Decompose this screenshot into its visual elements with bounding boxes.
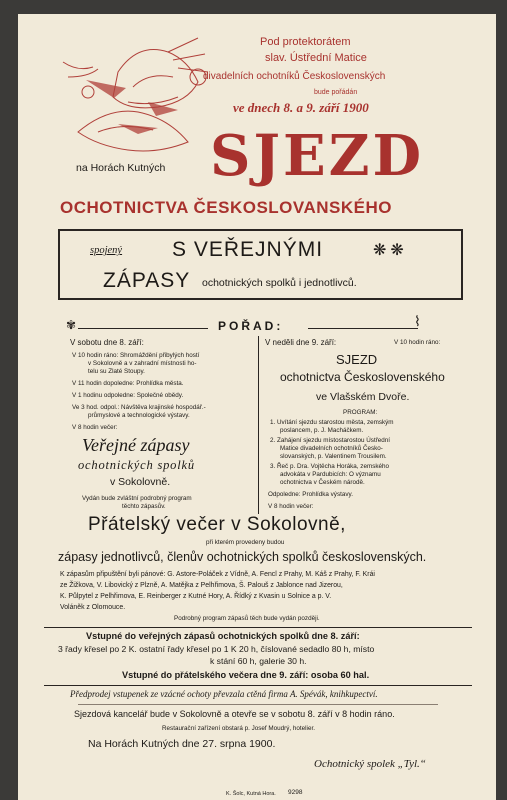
ornament-icon: ❋ ❋	[373, 242, 404, 259]
scroll-ornament-icon: ⌇	[414, 315, 421, 330]
left-note-1: Vydán bude zvláštní podrobný program	[82, 495, 192, 502]
place-label: na Horách Kutných	[76, 162, 166, 174]
band-main-2: ZÁPASY	[103, 269, 191, 292]
clubs-line-1: K zápasům připuštění byli pánové: G. Astore-Poláček z Vídně, A. Fencl z Prahy, M. Káš z Prahy, F. Krái	[60, 571, 375, 578]
spojeny-label: spojený	[90, 245, 123, 256]
organisation-line: divadelních ochotníků Československých	[203, 71, 386, 82]
sunday-place: ve Vlašském Dvoře.	[316, 391, 410, 403]
poster	[18, 14, 496, 800]
right-item-5: slovanských, p. Valentinem Trousilem.	[280, 453, 387, 460]
bude-poradan: bude pořádán	[314, 89, 358, 96]
left-item-4: V 11 hodin dopoledne: Prohlídka města.	[72, 380, 184, 387]
main-subtitle: OCHOTNICTVA ČESKOSLOVANSKÉHO	[60, 198, 392, 217]
left-item-7: průmyslové a technologické výstavy.	[88, 412, 190, 419]
program-label: PROGRAM:	[343, 409, 378, 416]
left-note-2: těchto zápasův.	[122, 503, 166, 510]
clubs-line-4: Voláněk z Olomouce.	[60, 604, 126, 611]
evening-time-line: V 8 hodin večer:	[268, 503, 314, 510]
sunday-time: V 10 hodin ráno:	[394, 339, 441, 346]
admission-heading-2: Vstupné do přátelského večera dne 9. září: osoba 60 hal.	[122, 670, 370, 680]
footer-date: Na Horách Kutných dne 27. srpna 1900.	[88, 738, 276, 750]
program-note: Podrobný program zápasů těch bude vydán později.	[174, 615, 320, 622]
left-item-3: telu su Zlaté Stoupy.	[88, 368, 145, 375]
presale-rule	[78, 704, 438, 705]
evening-line: zápasy jednotlivců, členův ochotnických spolků československých.	[58, 550, 427, 564]
left-item-5: V 1 hodinu odpoledne: Společné obědy.	[72, 392, 184, 399]
swallows-illustration	[58, 32, 228, 162]
column-divider	[258, 336, 259, 514]
admission-line-2: k stání 60 h, galerie 30 h.	[210, 656, 307, 666]
admission-heading-1: Vstupné do veřejných zápasů ochotnických spolků dne 8. září:	[86, 631, 360, 641]
left-item-8: V 8 hodin večer:	[72, 424, 118, 431]
left-item-1: V 10 hodin ráno: Shromáždění přibylých hostí	[72, 352, 200, 359]
office-line: Sjezdová kancelář bude v Sokolovně a otevře se v sobotu 8. září v 8 hodin ráno.	[74, 709, 395, 719]
event-dates: ve dnech 8. a 9. září 1900	[233, 100, 369, 115]
left-item-6: Ve 3 hod. odpol.: Návštěva krajinské hospodář.-	[72, 404, 206, 411]
band-main-1: S VEŘEJNÝMI	[172, 238, 324, 261]
evening-sub: při kterém provedeny budou	[206, 539, 285, 546]
right-item-6: 3. Řeč p. Dra. Vojtěcha Horáka, zemského	[270, 463, 389, 470]
sunday-sjezd: SJEZD	[336, 352, 378, 367]
heading-right-rule	[308, 328, 418, 329]
program-heading: POŘAD:	[218, 319, 284, 333]
main-title: SJEZD	[210, 123, 425, 189]
right-item-2: poslancem, p. J. Macháčkem.	[280, 427, 364, 434]
saturday-heading: V sobotu dne 8. září:	[70, 338, 144, 347]
sunday-heading: V neděli dne 9. září:	[265, 338, 337, 347]
footer-signature: Ochotnický spolek „Tyl.“	[314, 758, 426, 770]
protectorate-line: Pod protektorátem	[260, 36, 351, 48]
band-left-rule	[58, 229, 60, 299]
restaurant-line: Restaurační zařízení obstará p. Josef Moudrý, hotelier.	[162, 725, 315, 732]
public-matches-place: v Sokolovně.	[110, 476, 171, 488]
matice-line: slav. Ústřední Matice	[265, 52, 367, 64]
admission-line-1: 3 řady křesel po 2 K. ostatní řady křesel po 1 K 20 h, číslované sedadlo 80 h, místo	[58, 644, 375, 654]
right-item-4: Matice divadelních ochotníků Česko-	[280, 445, 383, 452]
clubs-line-2: ze Žižkova, V. Libovický z Plzně, A. Matějka z Pelhřimova, Š. Palouš z Jablonce nad Jizerou,	[60, 582, 343, 589]
right-item-8: ochotnictva v Českém národě.	[280, 479, 365, 486]
public-matches-sub: ochotnických spolků	[78, 458, 195, 472]
band-top-rule	[58, 229, 463, 231]
printer-line: K. Šolc, Kutná Hora.	[226, 791, 276, 797]
afternoon-line: Odpoledne: Prohlídka výstavy.	[268, 491, 353, 498]
band-right-rule	[461, 229, 463, 299]
right-item-1: 1. Uvítání sjezdu starostou města, zemským	[270, 419, 394, 426]
heading-left-rule	[78, 328, 208, 329]
right-item-3: 2. Zahájení sjezdu místostarostou Ústřední	[270, 437, 391, 444]
band-bottom-rule	[58, 298, 463, 300]
clubs-line-3: K. Půlpytel z Pelhřimova, E. Reinberger z Kutné Hory, A. Řídký z Kvasin u Solnice a p. V.	[60, 593, 332, 600]
evening-title: Přátelský večer v Sokolovně,	[88, 514, 346, 535]
presale-line: Předprodej vstupenek ze vzácné ochoty převzala ctěná firma A. Spévák, knihkupectví.	[70, 689, 378, 699]
admission-top-rule	[44, 627, 472, 628]
right-item-7: advokáta v Pardubicích: O významu	[280, 471, 381, 478]
left-item-2: v Sokolovně a v zahradní místnosti ho-	[88, 360, 197, 367]
print-number: 9298	[288, 789, 303, 796]
fleuron-icon: ✾	[66, 318, 77, 332]
sunday-org: ochotnictva Československého	[280, 370, 445, 384]
band-tail: ochotnických spolků i jednotlivců.	[202, 277, 357, 289]
public-matches-title: Veřejné zápasy	[82, 435, 190, 455]
admission-bottom-rule	[44, 685, 472, 686]
